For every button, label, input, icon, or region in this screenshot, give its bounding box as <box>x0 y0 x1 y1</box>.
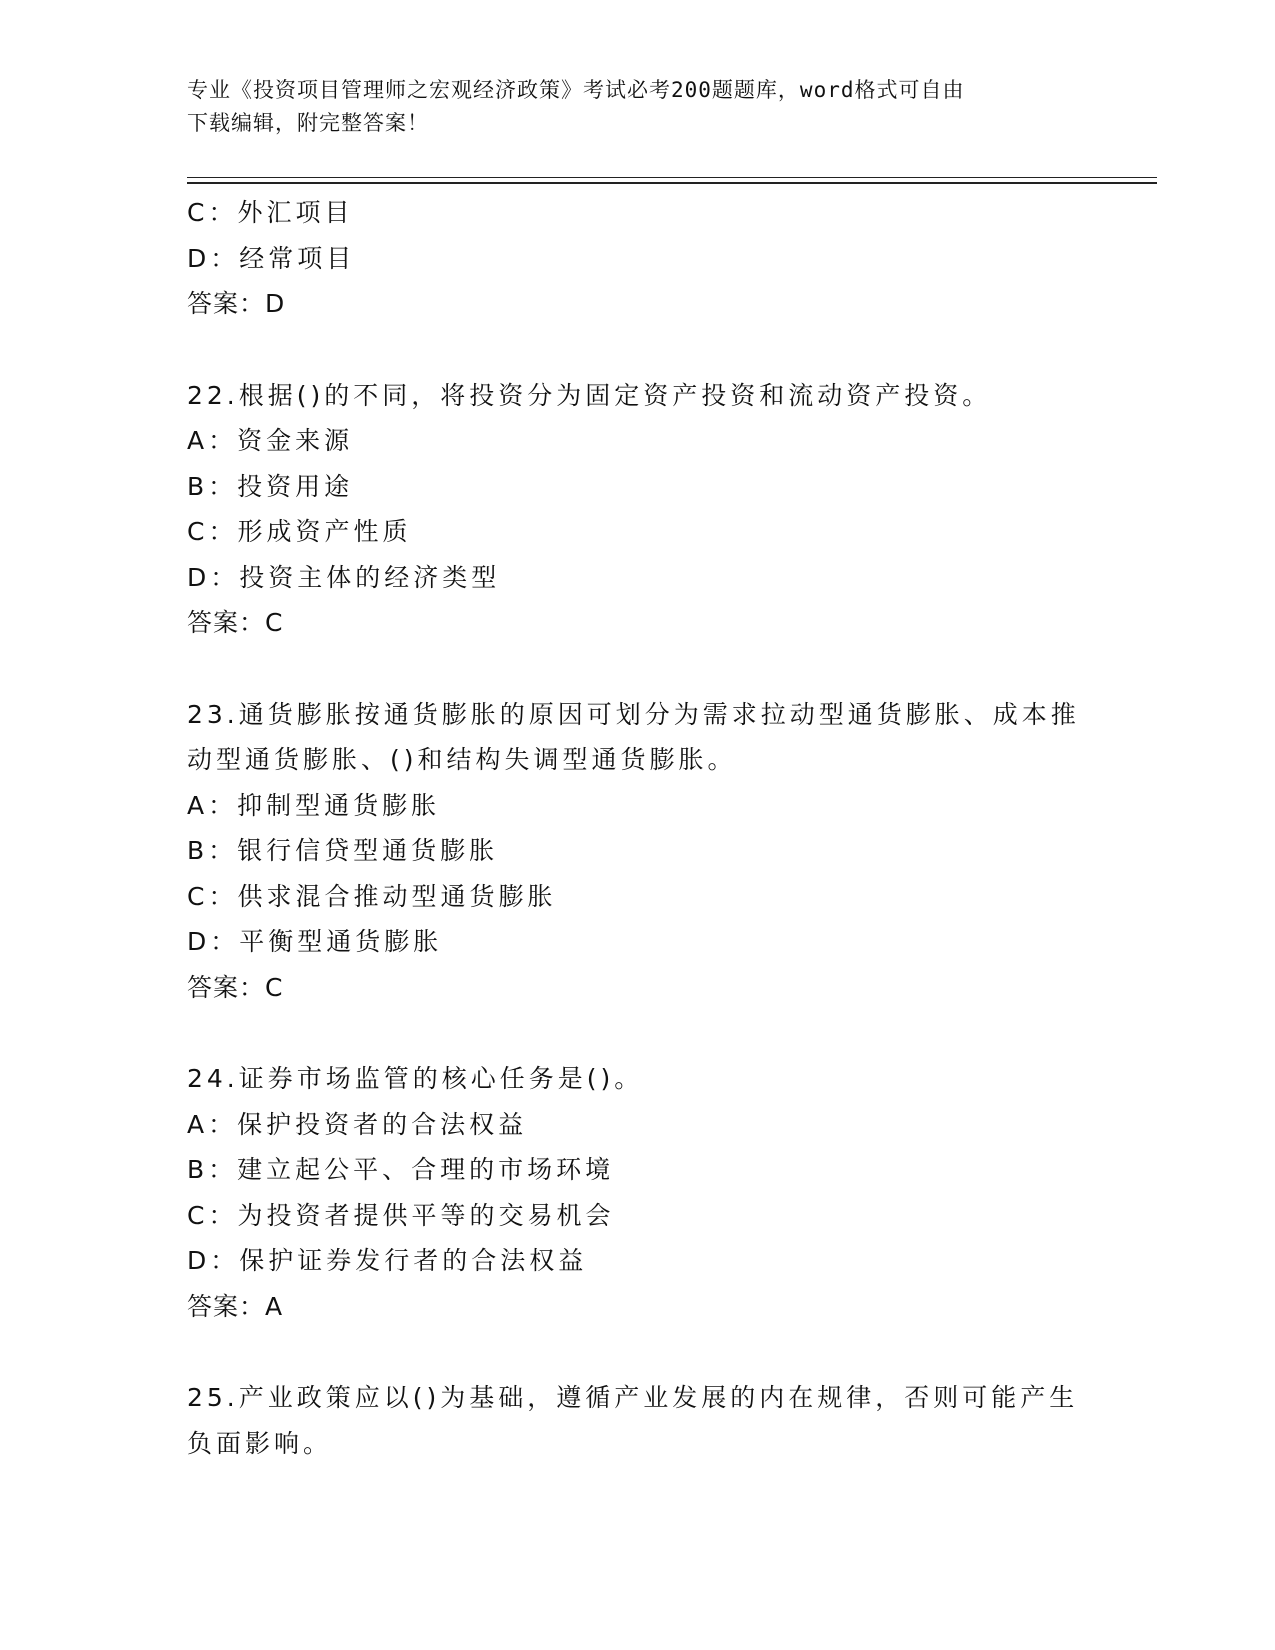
option-d: D：投资主体的经济类型 <box>187 562 501 592</box>
option-b: B：投资用途 <box>187 471 354 501</box>
option-d: D：保护证券发行者的合法权益 <box>187 1246 588 1275</box>
document-header <box>187 74 1087 140</box>
question-23 <box>187 692 1107 1011</box>
header-rule-thin <box>187 177 1157 178</box>
answer: 答案：C <box>187 972 284 1002</box>
header-rule-thick <box>187 182 1157 184</box>
header-line-1: 专业《投资项目管理师之宏观经济政策》考试必考200题题库，word格式可自由 <box>187 78 965 102</box>
option-d: D：经常项目 <box>187 243 356 273</box>
answer: 答案：C <box>187 608 284 637</box>
question-stem-line-2: 动型通货膨胀、()和结构失调型通货膨胀。 <box>187 745 737 774</box>
option-a: A：抑制型通货膨胀 <box>187 790 441 820</box>
answer: 答案：D <box>187 289 286 318</box>
header-line-2: 下载编辑，附完整答案！ <box>187 111 429 135</box>
option-c: C：形成资产性质 <box>187 517 412 546</box>
question-list <box>187 190 1107 1466</box>
question-stem-line-2: 负面影响。 <box>187 1428 333 1458</box>
option-c: C：供求混合推动型通货膨胀 <box>187 881 557 911</box>
option-c: C：外汇项目 <box>187 198 354 227</box>
question-21-continued <box>187 190 1107 327</box>
question-25 <box>187 1375 1107 1466</box>
option-b: B：建立起公平、合理的市场环境 <box>187 1155 615 1184</box>
question-stem-line-1: 23.通货膨胀按通货膨胀的原因可划分为需求拉动型通货膨胀、成本推 <box>187 699 1080 729</box>
question-stem: 22.根据()的不同，将投资分为固定资产投资和流动资产投资。 <box>187 380 992 410</box>
option-b: B：银行信贷型通货膨胀 <box>187 836 499 865</box>
answer: 答案：A <box>187 1291 284 1321</box>
question-22 <box>187 373 1107 646</box>
option-c: C：为投资者提供平等的交易机会 <box>187 1200 615 1230</box>
option-a: A：保护投资者的合法权益 <box>187 1109 528 1139</box>
option-d: D：平衡型通货膨胀 <box>187 927 443 956</box>
option-a: A：资金来源 <box>187 426 354 455</box>
question-stem: 24.证券市场监管的核心任务是()。 <box>187 1064 644 1093</box>
question-24 <box>187 1056 1107 1329</box>
question-stem-line-1: 25.产业政策应以()为基础，遵循产业发展的内在规律，否则可能产生 <box>187 1383 1079 1412</box>
